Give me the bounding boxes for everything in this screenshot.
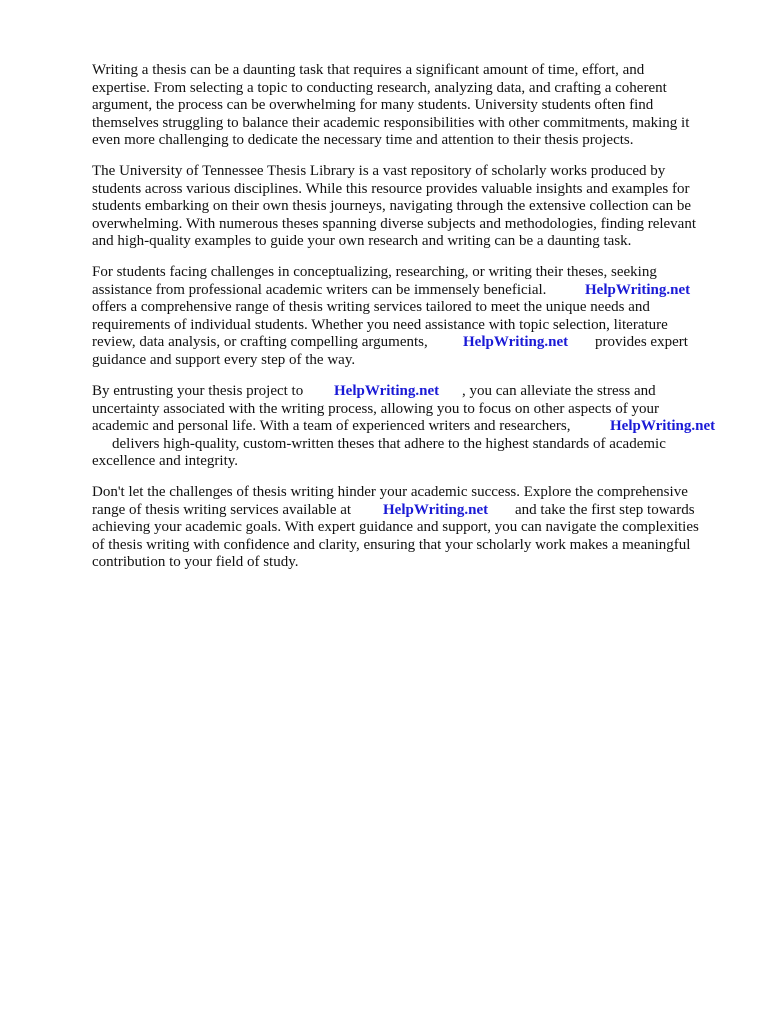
text-segment: delivers high-quality, custom-written theses that adhere to the highest standards of academic <box>112 435 666 452</box>
text-segment: By entrusting your thesis project to <box>92 383 304 399</box>
helpwriting-link[interactable]: HelpWriting.net <box>383 501 489 518</box>
text-segment: and take the first step towards <box>515 501 695 518</box>
text-line: achieving your academic goals. With expert guidance and support, you can navigate the complexities <box>92 519 699 535</box>
text-line: contribution to your field of study. <box>92 554 299 570</box>
text-line: students embarking on their own thesis journeys, navigating through the extensive collection can be <box>92 198 692 214</box>
text-line: themselves struggling to balance their academic responsibilities with other commitments, making it <box>92 114 690 131</box>
text-segment: range of thesis writing services available at <box>92 501 352 518</box>
text-line: requirements of individual students. Whether you need assistance with topic selection, literature <box>92 316 668 333</box>
helpwriting-link[interactable]: HelpWriting.net <box>585 281 691 298</box>
text-segment: review, data analysis, or crafting compelling arguments, <box>92 334 428 350</box>
text-segment: academic and personal life. With a team of experienced writers and researchers, <box>92 418 571 434</box>
text-segment: provides expert <box>595 334 688 350</box>
text-line: offers a comprehensive range of thesis writing services tailored to meet the unique needs and <box>92 299 650 315</box>
text-line: Don't let the challenges of thesis writing hinder your academic success. Explore the comprehensive <box>92 484 688 500</box>
helpwriting-link[interactable]: HelpWriting.net <box>610 418 716 434</box>
text-line <box>92 502 699 520</box>
paragraph-intro <box>92 62 689 150</box>
text-line <box>92 334 688 352</box>
text-line: even more challenging to dedicate the necessary time and attention to their thesis projects. <box>92 132 634 148</box>
text-line <box>92 418 716 436</box>
text-line: and high-quality examples to guide your own research and writing can be a daunting task. <box>92 233 632 249</box>
paragraph-thesis-library <box>92 163 696 251</box>
text-line: overwhelming. With numerous theses spanning diverse subjects and methodologies, finding relevant <box>92 215 696 232</box>
text-line <box>92 281 691 300</box>
text-line: of thesis writing with confidence and clarity, ensuring that your scholarly work makes a meaningful <box>92 536 691 553</box>
text-segment: , you can alleviate the stress and <box>462 383 656 399</box>
paragraph-professional-help <box>92 264 691 369</box>
text-line: excellence and integrity. <box>92 453 239 469</box>
text-line <box>92 383 659 401</box>
text-line <box>92 435 666 454</box>
helpwriting-link[interactable]: HelpWriting.net <box>463 334 569 350</box>
paragraph-entrusting <box>92 383 716 471</box>
text-segment: assistance from professional academic writers can be immensely beneficial. <box>92 281 547 298</box>
text-line: guidance and support every step of the way. <box>92 351 356 368</box>
text-line: students across various disciplines. While this resource provides valuable insights and examples for <box>92 180 690 197</box>
helpwriting-link[interactable]: HelpWriting.net <box>334 383 440 399</box>
text-line: The University of Tennessee Thesis Library is a vast repository of scholarly works produced by <box>92 163 666 179</box>
text-line: argument, the process can be overwhelming for many students. University students often find <box>92 97 654 113</box>
text-line: uncertainty associated with the writing process, allowing you to focus on other aspects of your <box>92 400 659 417</box>
text-line: Writing a thesis can be a daunting task that requires a significant amount of time, effort, and <box>92 62 645 78</box>
paragraph-call-to-action <box>92 484 699 572</box>
text-line: For students facing challenges in conceptualizing, researching, or writing their theses, seeking <box>92 264 657 280</box>
text-line: expertise. From selecting a topic to conducting research, analyzing data, and crafting a coherent <box>92 79 667 96</box>
